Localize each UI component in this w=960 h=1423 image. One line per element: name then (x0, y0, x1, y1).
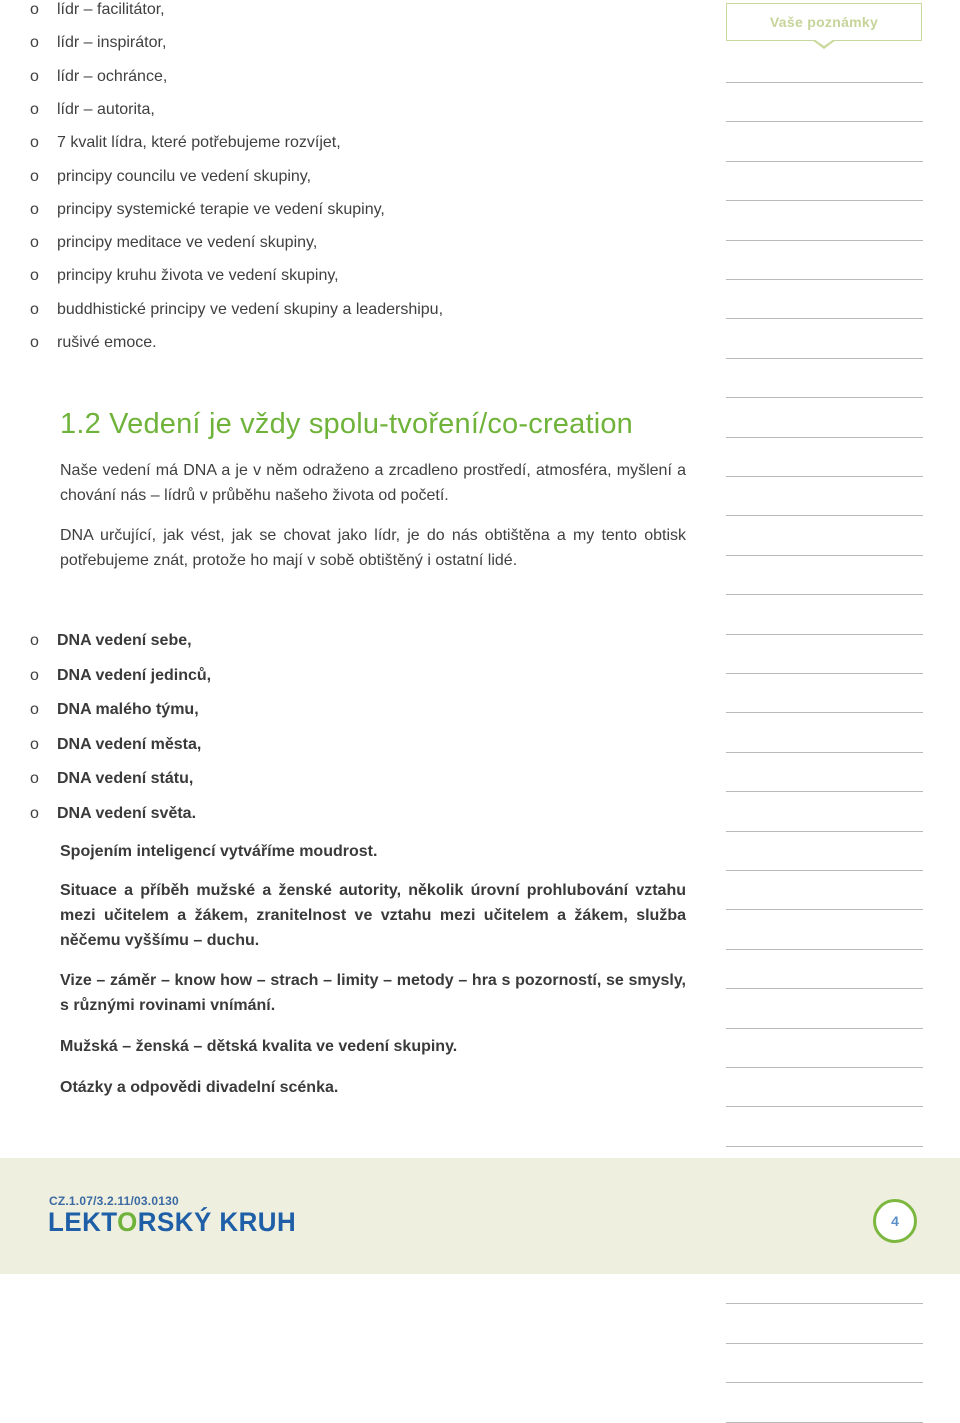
dna-list-item-text: DNA malého týmu, (57, 701, 199, 719)
page-number-badge (873, 1199, 917, 1243)
note-line (726, 831, 923, 832)
note-line (726, 634, 923, 635)
dna-list-item (0, 631, 600, 666)
list-item-text: principy systemické terapie ve vedení skupiny, (57, 200, 385, 218)
list-item-text: buddhistické principy ve vedení skupiny a leadershipu, (57, 300, 444, 318)
bullet-icon: o (30, 267, 39, 285)
dna-list-item-text: DNA vedení města, (57, 735, 202, 753)
dna-list-item-text: DNA vedení jedinců, (57, 666, 212, 684)
dna-list-item (0, 700, 600, 735)
note-line (726, 752, 923, 753)
notes-label: Vaše poznámky (769, 14, 879, 30)
list-item (0, 0, 600, 33)
dna-list-item (0, 735, 600, 770)
notes-header (726, 3, 922, 41)
note-line (726, 555, 923, 556)
note-line (726, 318, 923, 319)
note-line (726, 1067, 923, 1068)
list-item (0, 266, 600, 299)
section-heading: 1.2 Vedení je vždy spolu-tvoření/co-creation (60, 408, 634, 440)
dna-list-item-text: DNA vedení státu, (57, 770, 194, 788)
list-item (0, 200, 600, 233)
note-line (726, 161, 923, 162)
note-line (726, 279, 923, 280)
list-item (0, 100, 600, 133)
lektorsky-kruh-logo (48, 1207, 296, 1238)
paragraph-dna-intro: Naše vedení má DNA a je v něm odraženo a zrcadleno prostředí, atmosféra, myšlení a chování nás – lídrů v průběhu našeho života od početí. (60, 462, 686, 504)
project-code: CZ.1.07/3.2.11/03.0130 (49, 1194, 179, 1208)
note-line (726, 476, 923, 477)
page-number: 4 (891, 1213, 899, 1229)
bullet-icon: o (30, 735, 39, 753)
note-line (726, 1028, 923, 1029)
dna-list-item (0, 769, 600, 804)
list-item (0, 167, 600, 200)
bullet-icon: o (30, 100, 39, 118)
note-line (726, 870, 923, 871)
list-item (0, 300, 600, 333)
note-line (726, 358, 923, 359)
notes-pointer-inner (814, 39, 834, 46)
bullet-icon: o (30, 770, 39, 788)
note-line (726, 1382, 923, 1383)
logo-text-part1: LEKT (48, 1207, 118, 1237)
list-item-text: principy kruhu života ve vedení skupiny, (57, 267, 339, 285)
bullet-icon: o (30, 334, 39, 351)
list-item-text: lídr – autorita, (57, 100, 155, 118)
bullet-icon: o (30, 34, 39, 52)
bullet-icon: o (30, 632, 39, 649)
bullet-icon: o (30, 134, 39, 152)
list-item-text: lídr – inspirátor, (57, 34, 167, 52)
bullet-icon: o (30, 234, 39, 252)
list-item (0, 133, 600, 166)
dna-list-item (0, 804, 600, 839)
logo-text-part2: RSKÝ KRUH (137, 1207, 297, 1237)
bold-paragraph-wisdom: Spojením inteligencí vytváříme moudrost. (60, 843, 378, 860)
note-line (726, 121, 923, 122)
note-line (726, 1343, 923, 1344)
list-item (0, 333, 600, 366)
dna-list-item (0, 666, 600, 701)
bold-paragraph-quality: Mužská – ženská – dětská kvalita ve vedení skupiny. (60, 1038, 458, 1055)
list-item-text: lídr – ochránce, (57, 67, 168, 85)
note-line (726, 791, 923, 792)
list-item (0, 33, 600, 66)
note-line (726, 1146, 923, 1147)
note-line (726, 594, 923, 595)
bullet-icon: o (30, 67, 39, 85)
list-item-text: principy meditace ve vedení skupiny, (57, 234, 318, 252)
dna-list-item-text: DNA vedení sebe, (57, 632, 192, 649)
bold-paragraph-qa: Otázky a odpovědi divadelní scénka. (60, 1079, 339, 1096)
bullet-icon: o (30, 1, 39, 18)
note-line (726, 1422, 923, 1423)
bullet-icon: o (30, 200, 39, 218)
dna-list-item-text: DNA vedení světa. (57, 805, 197, 822)
note-line (726, 909, 923, 910)
bullet-icon: o (30, 701, 39, 719)
note-line (726, 988, 923, 989)
note-line (726, 1303, 923, 1304)
paragraph-dna-imprint: DNA určující, jak vést, jak se chovat jako lídr, je do nás obtištěna a my tento obtisk potřebujeme znát, protože ho mají v sobě obtištěný i ostatní lidé. (60, 527, 686, 569)
note-line (726, 437, 923, 438)
bullet-icon: o (30, 167, 39, 185)
note-line (726, 712, 923, 713)
note-line (726, 1106, 923, 1107)
note-line (726, 673, 923, 674)
list-item-text: principy councilu ve vedení skupiny, (57, 167, 312, 185)
logo-o-letter: O (117, 1207, 138, 1237)
bullet-icon: o (30, 300, 39, 318)
list-item-text: rušivé emoce. (57, 334, 157, 351)
bold-paragraph-vision: Vize – záměr – know how – strach – limity – metody – hra s pozorností, se smysly, s různými rovinami vnímání. (60, 972, 686, 1014)
list-item-text: lídr – facilitátor, (57, 1, 165, 18)
list-item (0, 67, 600, 100)
list-item-text: 7 kvalit lídra, které potřebujeme rozvíjet, (57, 134, 341, 152)
note-line (726, 949, 923, 950)
list-item (0, 233, 600, 266)
bold-paragraph-authority: Situace a příběh mužské a ženské autority, několik úrovní prohlubování vztahu mezi učitelem a žákem, zranitelnost ve vztahu mezi učitelem a žákem, služba něčemu vyššímu – duchu. (60, 882, 686, 949)
note-line (726, 240, 923, 241)
note-line (726, 515, 923, 516)
note-line (726, 397, 923, 398)
bullet-icon: o (30, 805, 39, 822)
bullet-icon: o (30, 666, 39, 684)
note-line (726, 82, 923, 83)
note-line (726, 200, 923, 201)
